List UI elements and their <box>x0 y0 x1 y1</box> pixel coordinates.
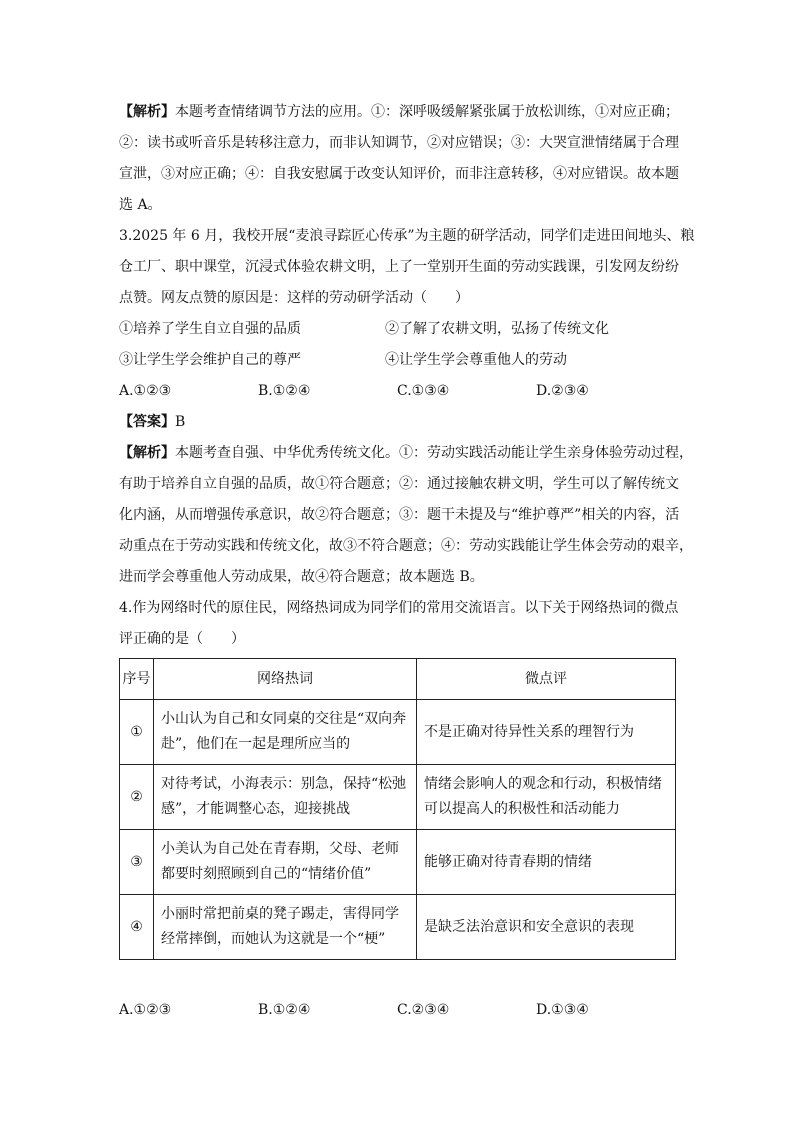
answer-value: B <box>175 414 186 430</box>
q3-stem-line-2: 仓工厂、职中课堂，沉浸式体验农耕文明，上了一堂别开生面的劳动实践课，引发网友纷纷 <box>119 259 679 275</box>
table-row <box>120 765 676 830</box>
table-row <box>120 895 676 960</box>
row-comment: 不是正确对待异性关系的理智行为 <box>417 700 676 765</box>
q3-statement-2: ②了解了农耕文明，弘扬了传统文化 <box>385 321 609 337</box>
hot-words-table <box>119 658 676 960</box>
row-number: ② <box>120 765 154 830</box>
row-hot-word: 小美认为自己处在青春期，父母、老师都要时刻照顾到自己的“情绪价值” <box>154 830 417 895</box>
analysis-q2-line-3: 宣泄，③对应正确；④：自我安慰属于改变认知评价，而非注意转移，④对应错误。故本题 <box>119 166 679 182</box>
table-row <box>120 700 676 765</box>
row-comment: 能够正确对待青春期的情绪 <box>417 830 676 895</box>
q3-statement-1: ①培养了学生自立自强的品质 <box>119 321 301 337</box>
q4-option-a: A.①②③ <box>119 1002 172 1018</box>
q3-option-a: A.①②③ <box>119 383 172 399</box>
row-hot-word: 小山认为自己和女同桌的交往是“双向奔赴”，他们在一起是理所应当的 <box>154 700 417 765</box>
row-number: ③ <box>120 830 154 895</box>
row-hot-word: 小丽时常把前桌的凳子踢走，害得同学经常摔倒，而她认为这就是一个“梗” <box>154 895 417 960</box>
q4-option-b: B.①②④ <box>258 1002 311 1018</box>
q4-stem-line-1: 4.作为网络时代的原住民，网络热词成为同学们的常用交流语言。以下关于网络热词的微点 <box>119 600 679 616</box>
q3-answer <box>119 412 185 432</box>
row-comment: 是缺乏法治意识和安全意识的表现 <box>417 895 676 960</box>
analysis-q2-line-1: 【解析】本题考查情绪调节方法的应用。①：深呼吸缓解紧张属于放松训练，①对应正确； <box>119 104 679 120</box>
row-hot-word: 对待考试，小海表示：别急，保持“松弛感”，才能调整心态，迎接挑战 <box>154 765 417 830</box>
analysis-q2-line-4: 选 A。 <box>119 197 162 213</box>
header-comment: 微点评 <box>417 659 676 700</box>
q3-statement-4: ④让学生学会尊重他人的劳动 <box>385 352 567 368</box>
q3-analysis-line-1: 【解析】本题考查自强、中华优秀传统文化。①：劳动实践活动能让学生亲身体验劳动过程， <box>119 445 693 461</box>
header-number: 序号 <box>120 659 154 700</box>
q4-option-c: C.②③④ <box>397 1002 450 1018</box>
row-number: ④ <box>120 895 154 960</box>
table-row <box>120 830 676 895</box>
q3-option-d: D.②③④ <box>536 383 589 399</box>
q3-analysis-line-5: 进而学会尊重他人劳动成果，故④符合题意；故本题选 B。 <box>119 569 484 585</box>
row-number: ① <box>120 700 154 765</box>
q3-analysis-line-4: 动重点在于劳动实践和传统文化，故③不符合题意；④：劳动实践能让学生体会劳动的艰辛， <box>119 538 693 554</box>
q3-option-b: B.①②④ <box>258 383 311 399</box>
q3-stem-line-1: 3.2025 年 6 月，我校开展“麦浪寻踪匠心传承”为主题的研学活动，同学们走进田间地头、粮 <box>119 228 695 244</box>
analysis-q2-line-2: ②：读书或听音乐是转移注意力，而非认知调节，②对应错误；③：大哭宣泄情绪属于合理 <box>119 135 679 151</box>
row-comment: 情绪会影响人的观念和行动，积极情绪可以提高人的积极性和活动能力 <box>417 765 676 830</box>
q3-stem-line-3: 点赞。网友点赞的原因是：这样的劳动研学活动（ ） <box>119 290 469 306</box>
q4-stem-line-2: 评正确的是（ ） <box>119 631 245 647</box>
q3-analysis-line-3: 化内涵，从而增强传承意识，故②符合题意；③：题干未提及与“维护尊严”相关的内容，活 <box>119 507 680 523</box>
analysis-tag: 【解析】 <box>119 104 175 120</box>
q3-option-c: C.①③④ <box>397 383 450 399</box>
q4-option-d: D.①③④ <box>536 1002 589 1018</box>
analysis-tag: 【解析】 <box>119 445 175 461</box>
q3-analysis-line-2: 有助于培养自立自强的品质，故①符合题意；②：通过接触农耕文明，学生可以了解传统文 <box>119 476 679 492</box>
header-hot-word: 网络热词 <box>154 659 417 700</box>
q3-statement-3: ③让学生学会维护自己的尊严 <box>119 352 301 368</box>
answer-tag: 【答案】 <box>119 414 175 430</box>
table-header-row <box>120 659 676 700</box>
